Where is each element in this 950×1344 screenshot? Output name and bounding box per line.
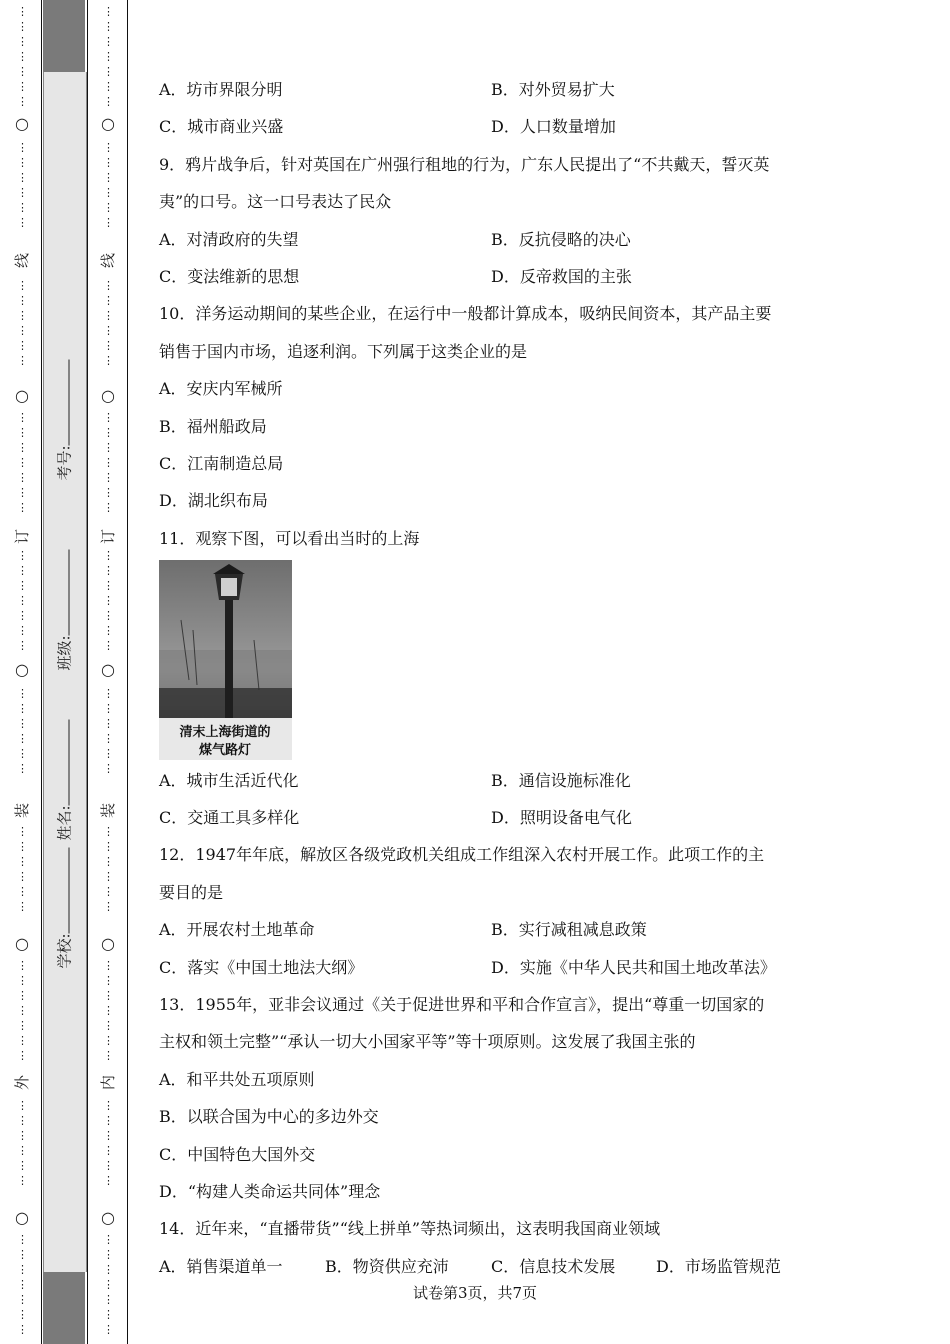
q12-option-d[interactable]: D．实施《中华人民共和国土地改革法》 xyxy=(491,957,776,977)
q10-option-c[interactable]: C．江南制造总局 xyxy=(159,453,284,473)
q13-stem-line2: 主权和领土完整”“承认一切大小国家平等”等十项原则。这发展了我国主张的 xyxy=(159,1032,696,1052)
streetlamp-illustration xyxy=(159,560,292,760)
q10-stem-line1: 10．洋务运动期间的某些企业，在运行中一般都计算成本，吸纳民间资本，其产品主要 xyxy=(159,304,772,324)
binding-hole-circle: ○ xyxy=(101,386,115,405)
q8-options-row2 xyxy=(159,115,799,152)
margin-border-line xyxy=(87,0,88,1344)
q12-stem-line1: 12．1947年年底，解放区各级党政机关组成工作组深入农村开展工作。此项工作的主 xyxy=(159,845,765,865)
q14-option-d[interactable]: D．市场监管规范 xyxy=(656,1256,781,1276)
q14-stem: 14．近年来，“直播带货”“线上拼单”等热词频出，这表明我国商业领域 xyxy=(159,1219,661,1239)
q12-option-b[interactable]: B．实行减租减息政策 xyxy=(491,920,647,940)
dotted-cut-line: ⋮ ⋮ ⋮ ⋮ ⋮ ⋮ xyxy=(103,141,114,229)
q10-option-a[interactable]: A．安庆内军械所 xyxy=(159,379,283,399)
gas-streetlamp-photo xyxy=(159,560,292,760)
q10-option-d[interactable]: D．湖北织布局 xyxy=(159,491,268,511)
binding-hole-circle: ○ xyxy=(15,1208,29,1227)
page-footer: 试卷第3页，共7页 xyxy=(412,1284,538,1302)
dotted-cut-line: ⋮ ⋮ ⋮ ⋮ ⋮ ⋮ xyxy=(17,687,28,775)
margin-border-line xyxy=(41,0,42,1344)
q11-option-a[interactable]: A．城市生活近代化 xyxy=(159,770,299,790)
binding-hole-circle: ○ xyxy=(15,660,29,679)
binding-hole-circle: ○ xyxy=(101,660,115,679)
q9-option-b[interactable]: B．反抗侵略的决心 xyxy=(491,229,631,249)
exam-content xyxy=(159,78,799,1292)
binding-margin xyxy=(0,0,130,1344)
photo-caption-line1: 清末上海街道的 xyxy=(179,724,271,740)
q12-option-a[interactable]: A．开展农村土地革命 xyxy=(159,920,315,940)
q9-option-d[interactable]: D．反帝救国的主张 xyxy=(491,266,632,286)
margin-label-zhuang: 装 xyxy=(13,802,32,819)
q8-option-c[interactable]: C．城市商业兴盛 xyxy=(159,117,284,137)
q14-option-b[interactable]: B．物资供应充沛 xyxy=(325,1256,449,1276)
dotted-cut-line: ⋮ ⋮ ⋮ ⋮ ⋮ ⋮ xyxy=(103,687,114,775)
margin-label-zhuang: 装 xyxy=(99,802,118,819)
q8-option-d[interactable]: D．人口数量增加 xyxy=(491,117,616,137)
binding-hole-circle: ○ xyxy=(101,114,115,133)
field-class[interactable]: 班级: xyxy=(54,611,75,671)
q14-option-c[interactable]: C．信息技术发展 xyxy=(491,1256,616,1276)
q9-options-row2 xyxy=(159,265,799,302)
dotted-cut-line: ⋮ ⋮ ⋮ ⋮ ⋮ ⋮ ⋮ xyxy=(17,549,28,652)
q8-options-row1 xyxy=(159,78,799,115)
q13-option-d[interactable]: D．“构建人类命运共同体”理念 xyxy=(159,1181,381,1201)
q9-options-row1 xyxy=(159,228,799,265)
q13-stem-line1: 13．1955年，亚非会议通过《关于促进世界和平和合作宣言》，提出“尊重一切国家的 xyxy=(159,995,765,1015)
dotted-cut-line: ⋮ ⋮ ⋮ ⋮ ⋮ ⋮ xyxy=(17,279,28,367)
dotted-cut-line: ⋮ ⋮ ⋮ ⋮ ⋮ ⋮ xyxy=(103,1099,114,1187)
binding-hole-circle: ○ xyxy=(101,1208,115,1227)
dotted-cut-line: ⋮ ⋮ ⋮ ⋮ ⋮ ⋮ xyxy=(17,1099,28,1187)
q8-option-a[interactable]: A．坊市界限分明 xyxy=(159,80,283,99)
margin-gray-cap-top xyxy=(43,0,85,72)
q8-option-b[interactable]: B．对外贸易扩大 xyxy=(491,80,615,99)
dotted-cut-line: ⋮ ⋮ ⋮ ⋮ ⋮ ⋮ xyxy=(17,141,28,229)
field-exam-number[interactable]: 考号: xyxy=(54,421,75,481)
margin-label-ding: 订 xyxy=(99,528,118,545)
q14-option-a[interactable]: A．销售渠道单一 xyxy=(159,1256,283,1276)
margin-label-xian: 线 xyxy=(99,252,118,269)
dotted-cut-line: ⋮ ⋮ ⋮ ⋮ ⋮ ⋮ xyxy=(103,279,114,367)
q12-stem-line2: 要目的是 xyxy=(159,882,224,902)
margin-label-xian: 线 xyxy=(13,252,32,269)
binding-hole-circle: ○ xyxy=(15,386,29,405)
q9-stem-line1: 9．鸦片战争后，针对英国在广州强行租地的行为，广东人民提出了“不共戴天，誓灭英 xyxy=(159,154,770,174)
photo-caption-line2: 煤气路灯 xyxy=(198,742,252,758)
q9-stem-line2: 夷”的口号。这一口号表达了民众 xyxy=(159,192,392,212)
q12-option-c[interactable]: C．落实《中国土地法大纲》 xyxy=(159,957,364,977)
q11-stem: 11．观察下图，可以看出当时的上海 xyxy=(159,528,420,548)
dotted-cut-line: ⋮ ⋮ ⋮ ⋮ ⋮ ⋮ ⋮ xyxy=(103,549,114,652)
q12-options-row2 xyxy=(159,956,799,993)
margin-label-wai: 外 xyxy=(13,1074,32,1091)
binding-hole-circle: ○ xyxy=(15,114,29,133)
q13-option-a[interactable]: A．和平共处五项原则 xyxy=(159,1069,315,1089)
q11-options-row2 xyxy=(159,806,799,843)
q9-option-c[interactable]: C．变法维新的思想 xyxy=(159,266,300,286)
dotted-cut-line: ⋮ ⋮ ⋮ ⋮ ⋮ ⋮ ⋮ xyxy=(103,959,114,1062)
margin-label-nei: 内 xyxy=(99,1074,118,1091)
dotted-cut-line: ⋮ ⋮ ⋮ ⋮ ⋮ ⋮ ⋮ xyxy=(17,411,28,514)
field-school[interactable]: 学校: xyxy=(54,909,75,969)
dotted-cut-line: ⋮ ⋮ ⋮ ⋮ ⋮ ⋮ ⋮ xyxy=(103,5,114,108)
q11-option-b[interactable]: B．通信设施标准化 xyxy=(491,770,631,790)
field-name[interactable]: 姓名: xyxy=(54,781,75,841)
q10-stem-line2: 销售于国内市场，追逐利润。下列属于这类企业的是 xyxy=(159,341,528,361)
dotted-cut-line: ⋮ ⋮ ⋮ ⋮ ⋮ ⋮ ⋮ xyxy=(17,1233,28,1336)
q12-options-row1 xyxy=(159,918,799,955)
dotted-cut-line: ⋮ ⋮ ⋮ ⋮ ⋮ ⋮ xyxy=(103,825,114,913)
dotted-cut-line: ⋮ ⋮ ⋮ ⋮ ⋮ ⋮ ⋮ xyxy=(17,5,28,108)
dotted-cut-line: ⋮ ⋮ ⋮ ⋮ ⋮ ⋮ ⋮ xyxy=(103,1233,114,1336)
margin-border-line xyxy=(127,0,128,1344)
dotted-cut-line: ⋮ ⋮ ⋮ ⋮ ⋮ ⋮ ⋮ xyxy=(103,411,114,514)
student-info-band xyxy=(43,72,87,1272)
q11-option-d[interactable]: D．照明设备电气化 xyxy=(491,808,632,828)
q13-option-c[interactable]: C．中国特色大国外交 xyxy=(159,1144,316,1164)
q10-option-b[interactable]: B．福州船政局 xyxy=(159,416,267,436)
dotted-cut-line: ⋮ ⋮ ⋮ ⋮ ⋮ ⋮ xyxy=(17,825,28,913)
margin-label-ding: 订 xyxy=(13,528,32,545)
binding-hole-circle: ○ xyxy=(15,934,29,953)
q11-options-row1 xyxy=(159,769,799,806)
q9-option-a[interactable]: A．对清政府的失望 xyxy=(159,229,299,249)
binding-hole-circle: ○ xyxy=(101,934,115,953)
q11-option-c[interactable]: C．交通工具多样化 xyxy=(159,808,300,828)
q13-option-b[interactable]: B．以联合国为中心的多边外交 xyxy=(159,1107,379,1127)
dotted-cut-line: ⋮ ⋮ ⋮ ⋮ ⋮ ⋮ ⋮ xyxy=(17,959,28,1062)
